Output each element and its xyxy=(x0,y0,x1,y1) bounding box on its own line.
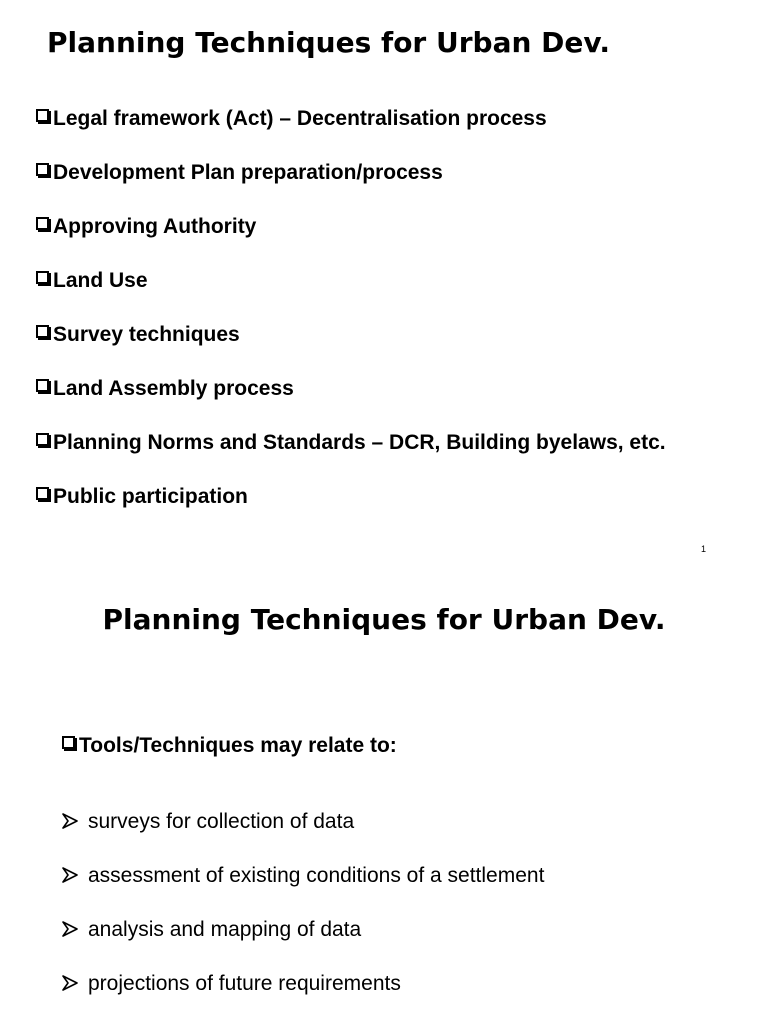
slide-title: Planning Techniques for Urban Dev. xyxy=(47,26,610,59)
list-item xyxy=(36,268,148,294)
list-item-text: Approving Authority xyxy=(53,215,257,238)
list-item xyxy=(62,809,354,835)
hollow-square-icon xyxy=(36,271,49,284)
list-item xyxy=(36,214,256,240)
hollow-square-icon xyxy=(62,736,75,749)
list-item-text: Development Plan preparation/process xyxy=(53,161,443,184)
list-item-text: surveys for collection of data xyxy=(88,810,355,833)
slide-title: Planning Techniques for Urban Dev. xyxy=(102,603,666,636)
hollow-square-icon xyxy=(36,217,49,230)
slide-2 xyxy=(0,570,768,1024)
list-item-text: assessment of existing conditions of a settlement xyxy=(88,864,545,887)
list-item xyxy=(36,484,248,510)
list-item-text: projections of future requirements xyxy=(88,972,401,995)
list-item xyxy=(36,322,240,348)
hollow-square-icon xyxy=(36,433,49,446)
arrowhead-icon xyxy=(62,975,78,991)
list-item-text: Survey techniques xyxy=(53,323,240,346)
arrowhead-icon xyxy=(62,867,78,883)
list-item xyxy=(62,917,361,943)
list-item-text: Public participation xyxy=(53,485,248,508)
list-item-text: Land Use xyxy=(53,269,148,292)
list-item xyxy=(62,863,544,889)
subheading-text: Tools/Techniques may relate to: xyxy=(79,734,397,757)
list-item xyxy=(36,430,666,456)
hollow-square-icon xyxy=(36,163,49,176)
hollow-square-icon xyxy=(36,109,49,122)
hollow-square-icon xyxy=(36,487,49,500)
list-item xyxy=(36,376,294,402)
arrowhead-icon xyxy=(62,813,78,829)
hollow-square-icon xyxy=(36,379,49,392)
list-item-text: Land Assembly process xyxy=(53,377,294,400)
hollow-square-icon xyxy=(36,325,49,338)
subheading xyxy=(62,733,397,759)
list-item xyxy=(36,106,547,132)
list-item xyxy=(62,971,401,997)
list-item xyxy=(36,160,443,186)
list-item-text: Legal framework (Act) – Decentralisation process xyxy=(53,107,547,130)
list-item-text: analysis and mapping of data xyxy=(88,918,362,941)
list-item-text: Planning Norms and Standards – DCR, Building byelaws, etc. xyxy=(53,431,666,454)
page-number: 1 xyxy=(701,544,707,554)
arrowhead-icon xyxy=(62,921,78,937)
